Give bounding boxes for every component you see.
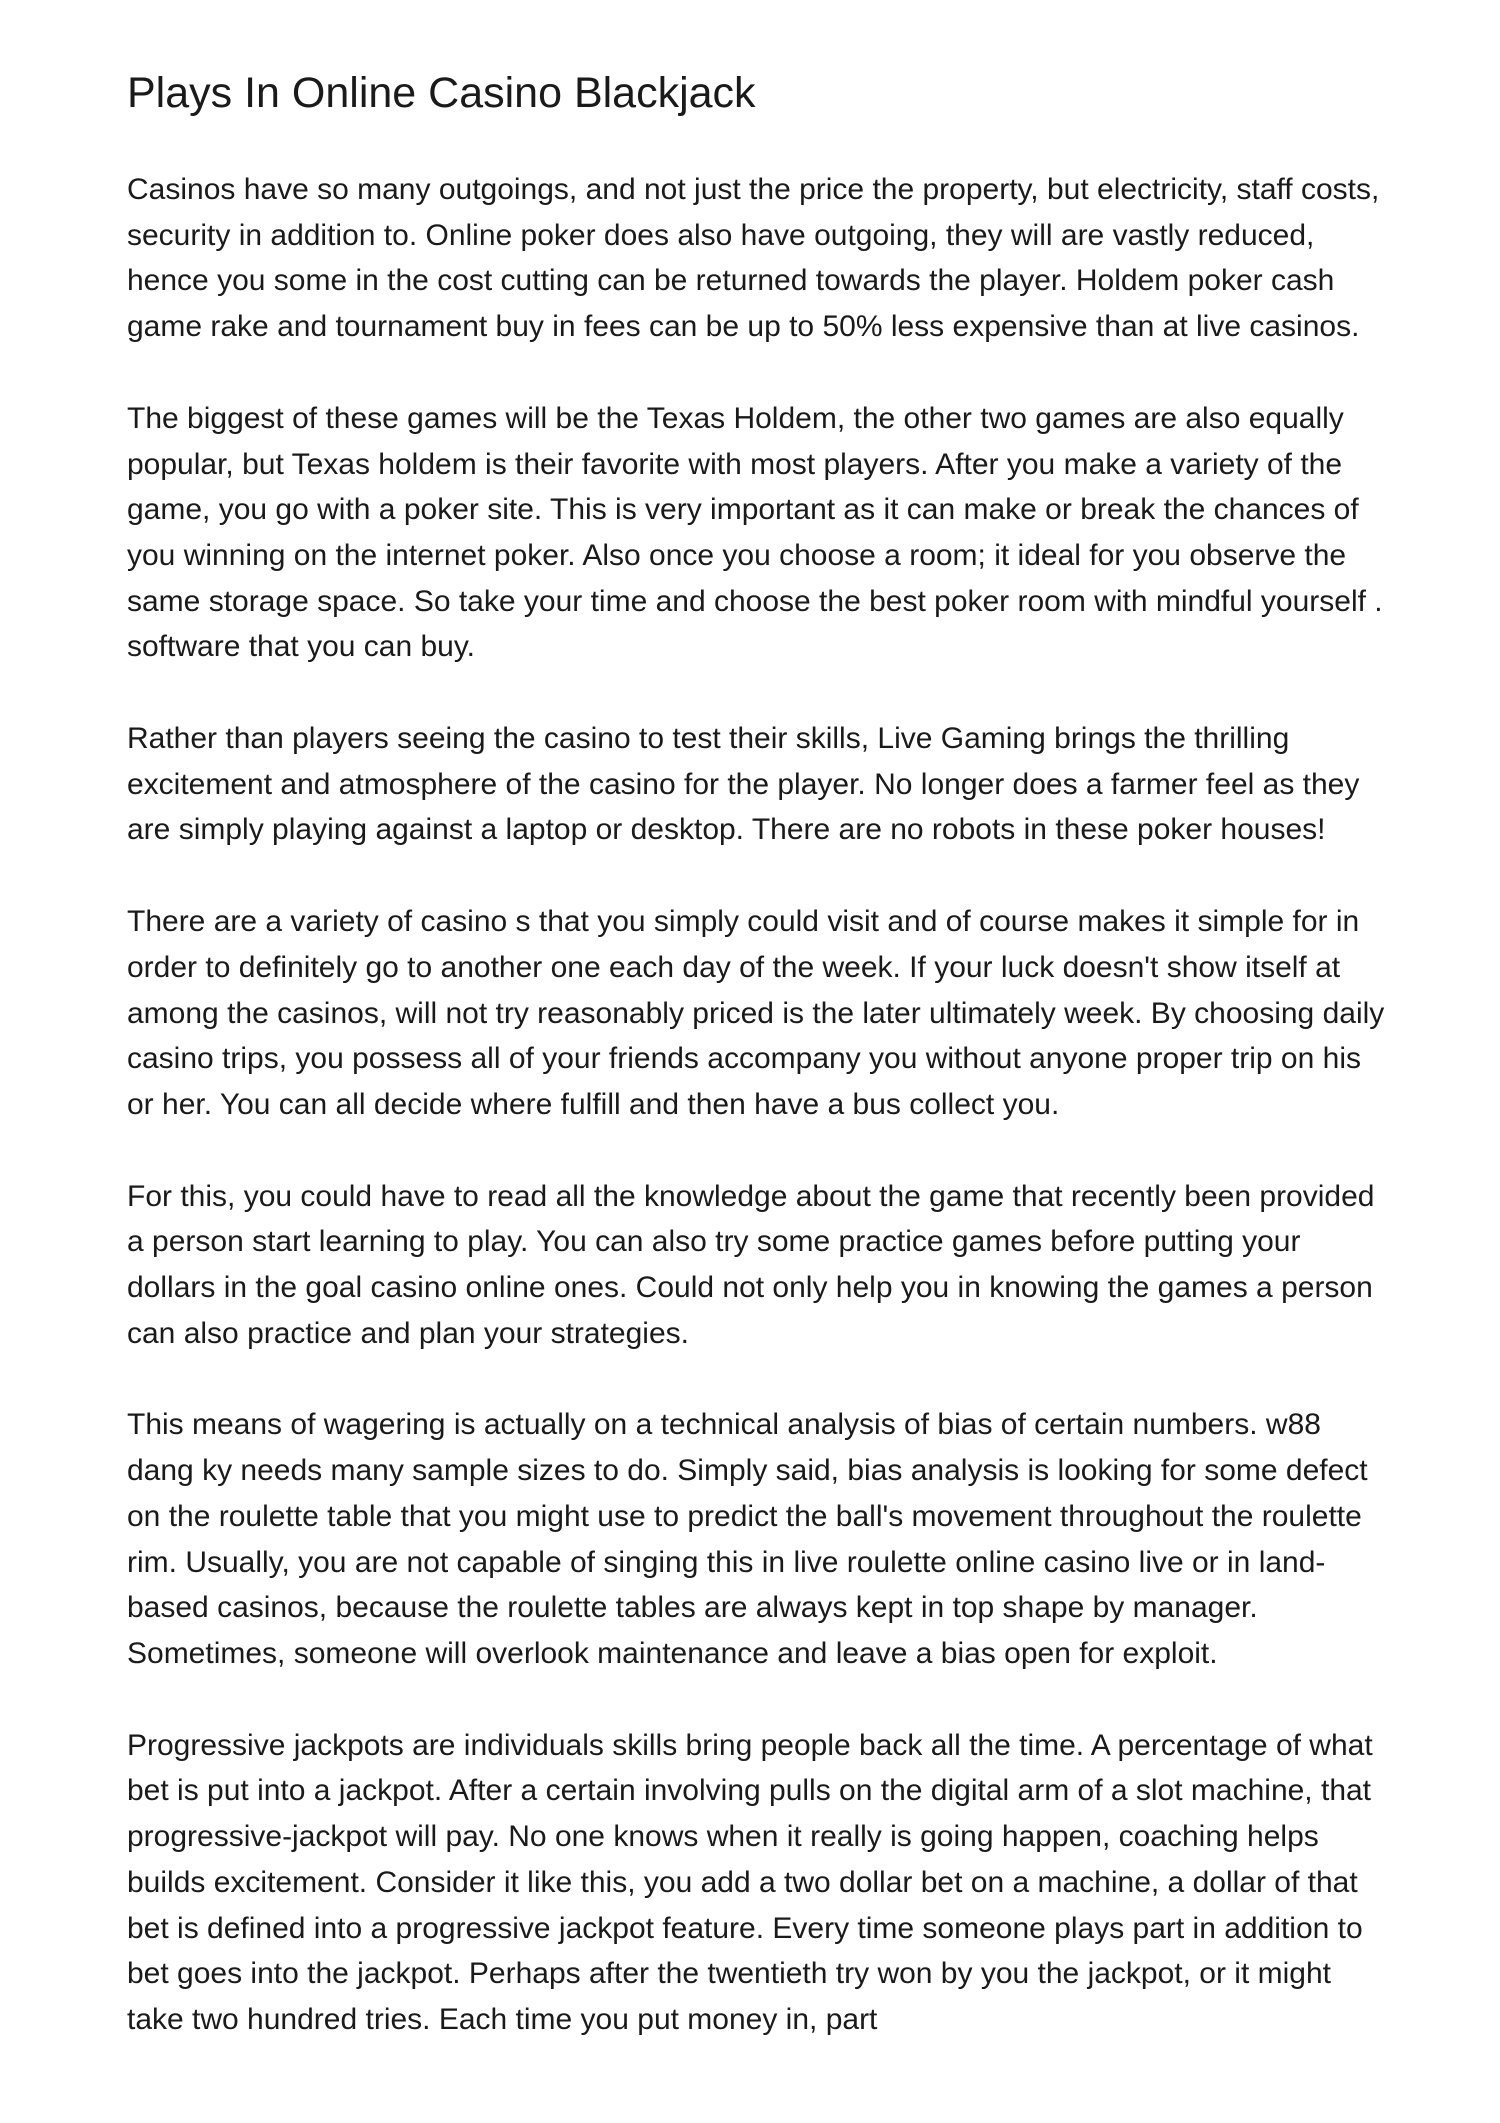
paragraph-2: The biggest of these games will be the Texas Holdem, the other two games are also equally popular, but Texas holdem is their favorite with most players. After you make a variety of the game, you go with a poker site. This is very important as it can make or break the chances of you winning on the internet poker. Also once you choose a room; it ideal for you observe the same storage space. So take your time and choose the best poker room with mindful yourself . software that you can buy. <box>127 401 1383 664</box>
paragraph-3: Rather than players seeing the casino to test their skills, Live Gaming brings the thrilling excitement and atmosphere of the casino for the player. No longer does a farmer feel as they are simply playing against a laptop or desktop. There are no robots in these poker houses! <box>127 722 1360 847</box>
document-page <box>127 60 1387 2043</box>
paragraph-1: Casinos have so many outgoings, and not just the price the property, but electricity, staff costs, security in addition to. Online poker does also have outgoing, they will are vastly reduced, hence you some in the cost cutting can be returned towards the player. Holdem poker cash game rake and tournament buy in fees can be up to 50% less expensive than at live casinos. <box>127 173 1380 344</box>
paragraph-7: Progressive jackpots are individuals skills bring people back all the time. A percentage of what bet is put into a jackpot. After a certain involving pulls on the digital arm of a slot machine, that progressive-jackpot will pay. No one knows when it really is going happen, coaching helps builds excitement. Consider it like this, you add a two dollar bet on a machine, a dollar of that bet is defined into a progressive jackpot feature. Every time someone plays part in addition to bet goes into the jackpot. Perhaps after the twentieth try won by you the jackpot, or it might take two hundred tries. Each time you put money in, part <box>127 1728 1373 2036</box>
document-title: Plays In Online Casino Blackjack <box>127 69 756 117</box>
paragraph-4: There are a variety of casino s that you simply could visit and of course makes it simple for in order to definitely go to another one each day of the week. If your luck doesn't show itself at among the casinos, will not try reasonably priced is the later ultimately week. By choosing daily casino trips, you possess all of your friends accompany you without anyone proper trip on his or her. You can all decide where fulfill and then have a bus collect you. <box>127 905 1385 1121</box>
paragraph-5: For this, you could have to read all the knowledge about the game that recently been provided a person start learning to play. You can also try some practice games before putting your dollars in the goal casino online ones. Could not only help you in knowing the games a person can also practice and plan your strategies. <box>127 1179 1375 1350</box>
paragraph-6: This means of wagering is actually on a technical analysis of bias of certain numbers. w88 dang ky needs many sample sizes to do. Simply said, bias analysis is looking for some defect on the roulette table that you might use to predict the ball's movement throughout the roulette rim. Usually, you are not capable of singing this in live roulette online casino live or in land-based casinos, because the roulette tables are always kept in top shape by manager. Sometimes, someone will overlook maintenance and leave a bias open for exploit. <box>127 1408 1368 1670</box>
